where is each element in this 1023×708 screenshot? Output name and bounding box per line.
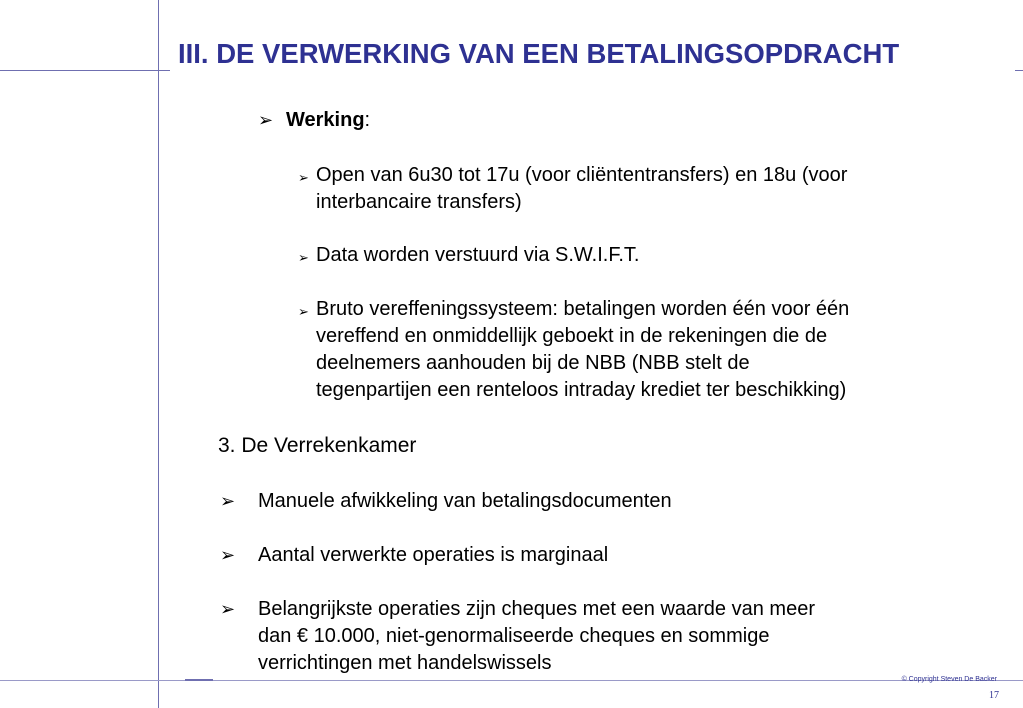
list-item bbox=[298, 296, 849, 404]
werking-colon: : bbox=[364, 109, 371, 131]
title-rule-left bbox=[0, 70, 170, 71]
footer-rule-mark bbox=[185, 679, 213, 681]
werking-heading bbox=[258, 107, 370, 134]
list-item bbox=[298, 242, 639, 269]
list-item-line: interbancaire transfers) bbox=[316, 191, 522, 213]
vertical-rule bbox=[158, 0, 159, 708]
werking-label: Werking bbox=[286, 109, 365, 131]
list-item bbox=[220, 542, 608, 569]
list-item-line: deelnemers aanhouden bij de NBB (NBB stelt de bbox=[316, 352, 750, 374]
arrow-bullet-icon: ➢ bbox=[298, 170, 309, 185]
list-item bbox=[298, 162, 847, 216]
copyright-notice: © Copyright Steven De Backer bbox=[901, 676, 997, 683]
list-item-line: tegenpartijen een renteloos intraday krediet ter beschikking) bbox=[316, 379, 847, 401]
page-number: 17 bbox=[989, 690, 999, 701]
list-item-line: Bruto vereffeningssysteem: betalingen worden één voor één bbox=[316, 298, 850, 320]
arrow-bullet-icon: ➢ bbox=[220, 545, 236, 565]
list-item-line: vereffend en onmiddellijk geboekt in de rekeningen die de bbox=[316, 325, 828, 347]
list-item-line: Data worden verstuurd via S.W.I.F.T. bbox=[316, 244, 640, 266]
list-item-line: dan € 10.000, niet-genormaliseerde cheques en sommige bbox=[258, 625, 770, 647]
arrow-bullet-icon: ➢ bbox=[258, 110, 274, 130]
slide-title: III. DE VERWERKING VAN EEN BETALINGSOPDRACHT bbox=[178, 38, 900, 69]
list-item-line: Aantal verwerkte operaties is marginaal bbox=[258, 544, 609, 566]
arrow-bullet-icon: ➢ bbox=[298, 250, 309, 265]
arrow-bullet-icon: ➢ bbox=[298, 304, 309, 319]
title-rule-right bbox=[1015, 70, 1023, 71]
section-heading: 3. De Verrekenkamer bbox=[218, 434, 417, 457]
list-item-line: Belangrijkste operaties zijn cheques met een waarde van meer bbox=[258, 598, 815, 620]
list-item bbox=[220, 488, 672, 515]
arrow-bullet-icon: ➢ bbox=[220, 491, 236, 511]
list-item-line: Manuele afwikkeling van betalingsdocumenten bbox=[258, 490, 672, 512]
footer-rule bbox=[0, 680, 1023, 681]
list-item-line: verrichtingen met handelswissels bbox=[258, 652, 552, 674]
arrow-bullet-icon: ➢ bbox=[220, 599, 236, 619]
list-item bbox=[220, 596, 815, 677]
list-item-line: Open van 6u30 tot 17u (voor cliëntentransfers) en 18u (voor bbox=[316, 164, 848, 186]
